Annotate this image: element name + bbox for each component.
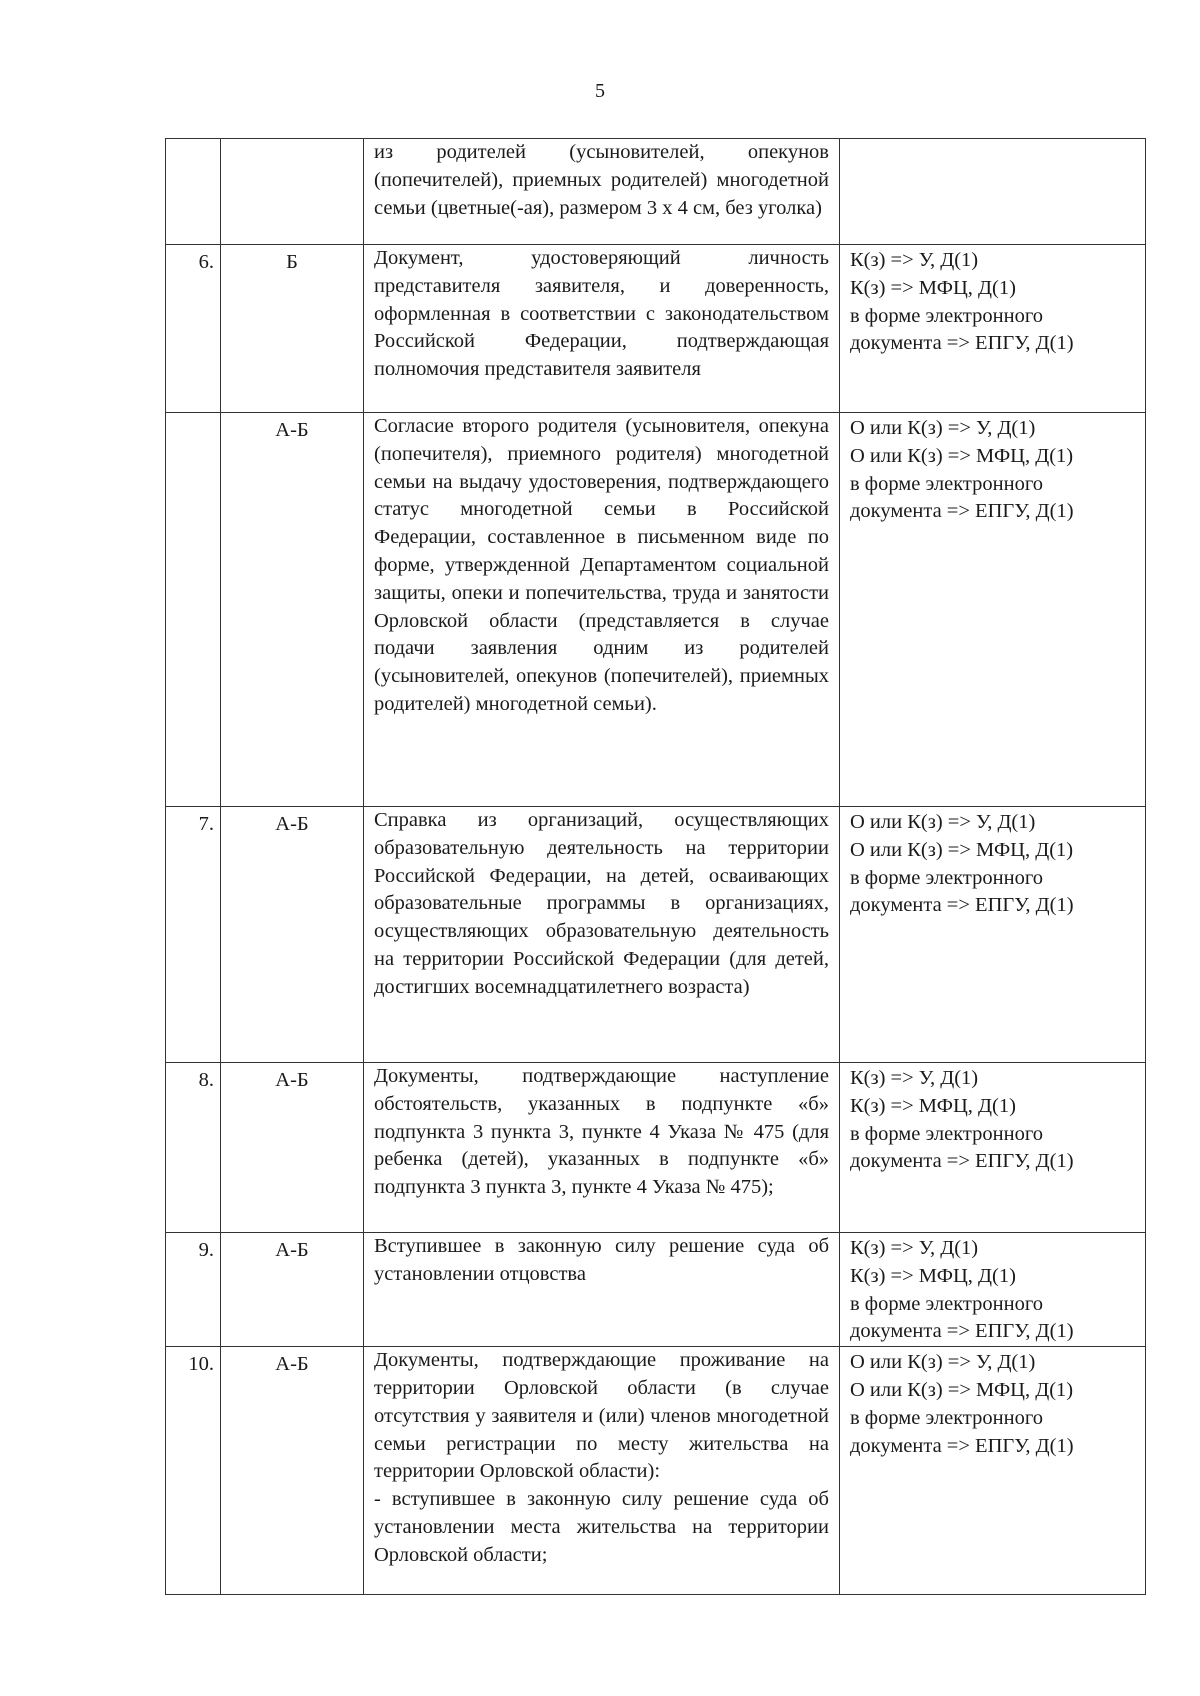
document-description: Документы, подтверждающие наступление обстоятельств, указанных в подпункте «б» подпункта 3 пункта 3, пункте 4 Указа № 475 (для ребенка (детей), указанных в подпункте «б» подпункта 3 пункта 3, пункте 4 Указа № 475); (374, 1065, 829, 1199)
submission-method-cell: О или К(з) => У, Д(1) О или К(з) => МФЦ, Д(1) в форме электронного документа => ЕПГУ, Д(1) (840, 413, 1146, 807)
row-number-cell: 9. (166, 1233, 221, 1347)
applicant-group-cell: А-Б (221, 1347, 364, 1595)
row-number-cell (166, 139, 221, 245)
table-row (166, 1233, 1146, 1347)
row-number-cell: 7. (166, 807, 221, 1063)
table-row (166, 1347, 1146, 1595)
table-row (166, 245, 1146, 413)
row-number-cell: 6. (166, 245, 221, 413)
table-row (166, 1063, 1146, 1233)
document-description-cell (364, 1347, 840, 1595)
submission-method-cell: О или К(з) => У, Д(1) О или К(з) => МФЦ, Д(1) в форме электронного документа => ЕПГУ, Д(1) (840, 807, 1146, 1063)
applicant-group-cell: А-Б (221, 807, 364, 1063)
submission-method-cell: К(з) => У, Д(1) К(з) => МФЦ, Д(1) в форме электронного документа => ЕПГУ, Д(1) (840, 1063, 1146, 1233)
document-description-cell (364, 413, 840, 807)
page-number: 5 (595, 80, 605, 102)
table-row (166, 807, 1146, 1063)
document-description: Документы, подтверждающие проживание на территории Орловской области (в случае отсутствия у заявителя и (или) членов многодетной семьи регистрации по месту жительства на территории Орловской области): (374, 1349, 829, 1483)
applicant-group-cell: Б (221, 245, 364, 413)
row-number-cell: 10. (166, 1347, 221, 1595)
document-description: из родителей (усыновителей, опекунов (попечителей), приемных родителей) многодетной семьи (цветные(-ая), размером 3 х 4 см, без уголка) (374, 141, 829, 219)
row-number-cell (166, 413, 221, 807)
document-description-cell (364, 807, 840, 1063)
document-description-cell (364, 245, 840, 413)
document-description-cell (364, 1233, 840, 1347)
table-row (166, 413, 1146, 807)
applicant-group-cell: А-Б (221, 1233, 364, 1347)
applicant-group-cell (221, 139, 364, 245)
document-description-cell (364, 139, 840, 245)
table-row (166, 139, 1146, 245)
document-description: Вступившее в законную силу решение суда об установлении отцовства (374, 1235, 829, 1285)
document-description: Согласие второго родителя (усыновителя, опекуна (попечителя), приемного родителя) многодетной семьи на выдачу удостоверения, подтверждающего статус многодетной семьи в Российской Федерации, составленное в письменном виде по форме, утвержденной Департаментом социальной защиты, опеки и попечительства, труда и занятости Орловской области (представляется в случае подачи заявления одним из родителей (усыновителей, опекунов (попечителей), приемных родителей) многодетной семьи). (374, 415, 829, 715)
submission-method-cell (840, 139, 1146, 245)
applicant-group-cell: А-Б (221, 1063, 364, 1233)
document-description-cell (364, 1063, 840, 1233)
submission-method-cell: К(з) => У, Д(1) К(з) => МФЦ, Д(1) в форме электронного документа => ЕПГУ, Д(1) (840, 245, 1146, 413)
document-description: Справка из организаций, осуществляющих образовательную деятельность на территории Российской Федерации, на детей, осваивающих образовательные программы в организациях, осуществляющих образовательную деятельность на территории Российской Федерации (для детей, достигших восемнадцатилетнего возраста) (374, 809, 829, 998)
document-description: Документ, удостоверяющий личность представителя заявителя, и доверенность, оформленная в соответствии с законодательством Российской Федерации, подтверждающая полномочия представителя заявителя (374, 247, 829, 381)
row-number-cell: 8. (166, 1063, 221, 1233)
submission-method-cell: О или К(з) => У, Д(1) О или К(з) => МФЦ, Д(1) в форме электронного документа => ЕПГУ, Д(1) (840, 1347, 1146, 1595)
applicant-group-cell: А-Б (221, 413, 364, 807)
documents-table (165, 138, 1146, 1595)
submission-method-cell: К(з) => У, Д(1) К(з) => МФЦ, Д(1) в форме электронного документа => ЕПГУ, Д(1) (840, 1233, 1146, 1347)
document-description-item: - вступившее в законную силу решение суда об установлении места жительства на территории Орловской области; (374, 1488, 829, 1566)
